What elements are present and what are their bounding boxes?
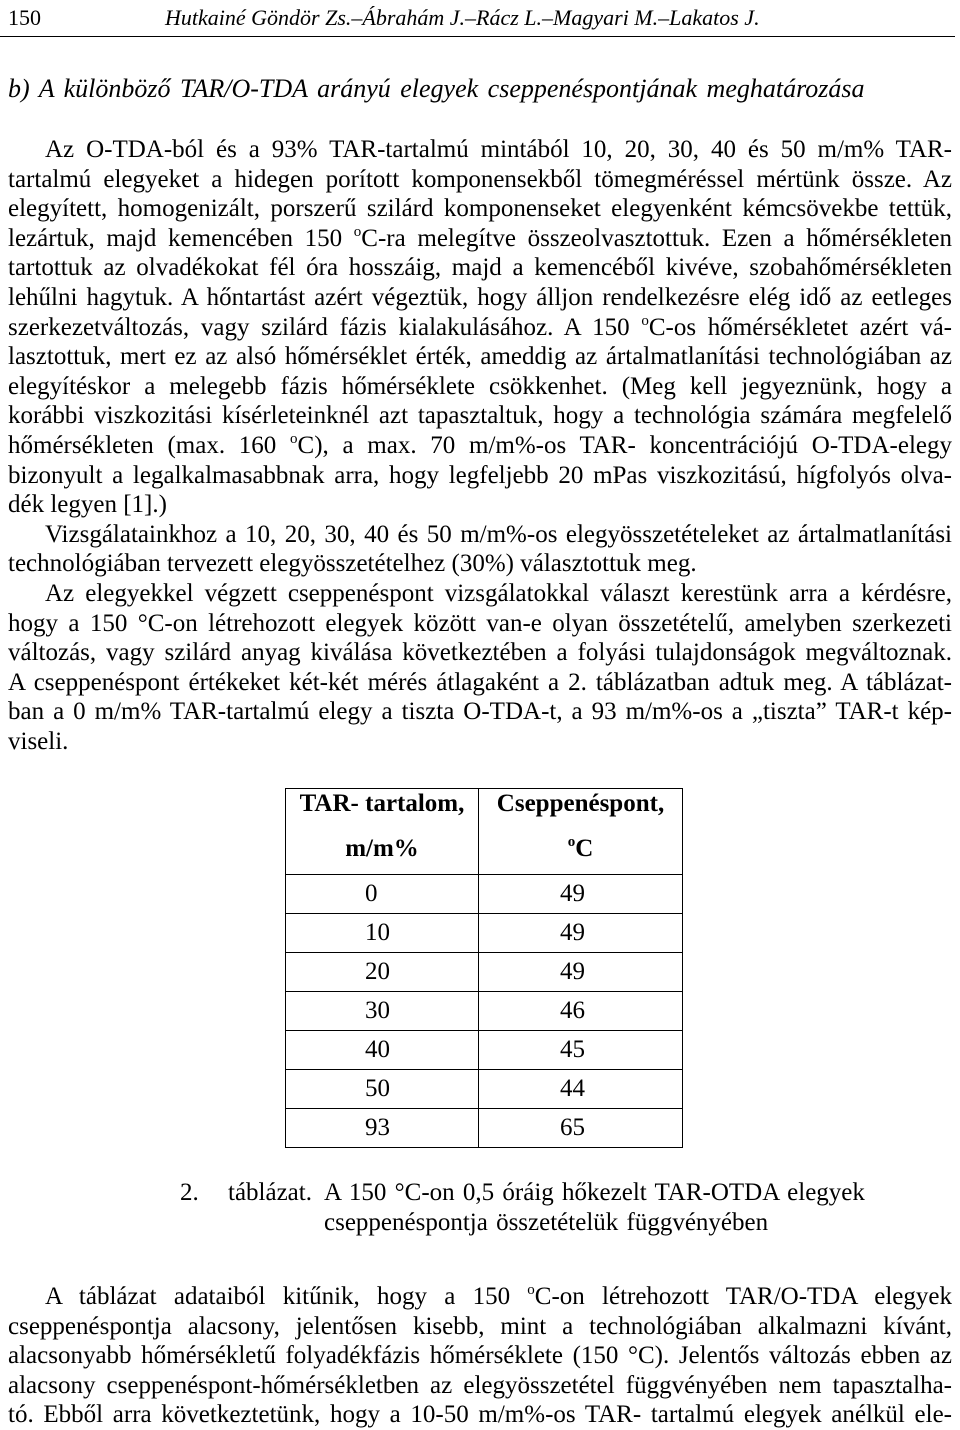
table-cell-dropping-point: 44 bbox=[479, 1070, 683, 1109]
text-line: Vizsgálatainkhoz a 10, 20, 30, 40 és 50 m/m%-os elegyösszetételeket az ártalmatlanítási bbox=[45, 520, 952, 548]
text-line: tó. Ebből arra következtetünk, hogy a 10-50 m/m%-os TAR- tartalmú elegyek anélkül ele- bbox=[8, 1401, 952, 1428]
text-line: lasztottuk, mert ez az alsó hőmérséklet érték, ameddig az ártalmatlanítási technológiában az bbox=[8, 343, 952, 371]
table-header-row bbox=[286, 789, 683, 875]
table-cell-dropping-point: 49 bbox=[479, 953, 683, 992]
text-line: alacsonyabb hőmérsékletű folyadékfázis hőmérséklete (150 °C). Jelentős változás ebben az bbox=[8, 1342, 952, 1369]
text-segment: C-os hőmérsékletet azért vá- bbox=[648, 313, 952, 341]
text-line: Az O-TDA-ból és a 93% TAR-tartalmú mintából 10, 20, 30, 40 és 50 m/m% TAR- bbox=[45, 136, 952, 163]
text-line bbox=[8, 1282, 952, 1312]
degree-superscript: o bbox=[527, 1282, 535, 1298]
table-cell-tar: 40 bbox=[286, 1031, 479, 1070]
table-cell-dropping-point: 46 bbox=[479, 992, 683, 1031]
text-line: dék legyen [1].) bbox=[8, 491, 167, 519]
table-cell-tar: 20 bbox=[286, 953, 479, 992]
text-line: ban a 0 m/m% TAR-tartalmú elegy a tiszta O-TDA-t, a 93 m/m%-os a „tiszta” TAR-t kép- bbox=[8, 698, 952, 726]
text-line: technológiában tervezett elegyösszetételhez (30%) választottuk meg. bbox=[8, 550, 697, 578]
closing-paragraph bbox=[8, 1282, 952, 1430]
body-text bbox=[8, 135, 952, 756]
table-cell-dropping-point: 49 bbox=[479, 875, 683, 914]
table-cell-dropping-point: 45 bbox=[479, 1031, 683, 1070]
text-segment: hőmérsékleten (max. 160 bbox=[8, 431, 291, 459]
header-rule bbox=[0, 36, 955, 37]
table-row bbox=[286, 875, 683, 914]
text-line: Az elegyekkel végzett cseppenéspont vizsgálatokkal választ kerestünk arra a kérdésre, bbox=[45, 579, 952, 607]
text-line: tartottuk az olvadékokat fél óra hosszáig, majd a kemencéből kivéve, szobahőmérsékleten bbox=[8, 254, 952, 282]
table-cell-tar: 0 bbox=[286, 875, 479, 914]
text-segment: A táblázat adataiból kitűnik, hogy a 150 bbox=[45, 1283, 528, 1310]
column-header-dropping-point bbox=[479, 789, 683, 875]
table-cell-dropping-point: 49 bbox=[479, 914, 683, 953]
text-line bbox=[8, 224, 952, 254]
text-line: A cseppenéspont értékeket két-két mérés átlagaként a 2. táblázatban adtuk meg. A táblázat- bbox=[8, 668, 952, 696]
column-header-unit bbox=[479, 834, 682, 864]
unit-text: C bbox=[575, 835, 594, 862]
text-line: viseli. bbox=[8, 727, 69, 755]
text-segment: lezártuk, majd kemencében 150 bbox=[8, 224, 354, 252]
text-line: korábbi viszkozitási kísérleteinknél azt tapasztaltuk, hogy a technológia számára megfelelő bbox=[8, 402, 952, 430]
degree-superscript: o bbox=[641, 312, 649, 329]
degree-superscript: o bbox=[353, 223, 362, 240]
column-header-line: Cseppenéspont, bbox=[496, 790, 665, 817]
table-row bbox=[286, 1070, 683, 1109]
caption-number: 2. bbox=[180, 1179, 199, 1206]
text-line: tartalmú elegyeket a hidegen porított komponensekből tömegméréssel mértünk össze. Az bbox=[8, 165, 952, 193]
table-cell-tar: 93 bbox=[286, 1109, 479, 1148]
table-row bbox=[286, 1109, 683, 1148]
text-line: bizonyult a legalkalmasabbnak arra, hogy legfeljebb 20 mPas viszkozitású, hígfolyós olva- bbox=[8, 461, 952, 489]
paragraph-1 bbox=[8, 135, 952, 520]
table-row bbox=[286, 1031, 683, 1070]
caption-label: táblázat. bbox=[228, 1179, 312, 1206]
text-line: alacsony cseppenéspont-hőmérsékletben az elegyösszetétel függvényében nem tapasztalha- bbox=[8, 1371, 952, 1399]
caption-line: A 150 °C-on 0,5 óráig hőkezelt TAR-OTDA elegyek bbox=[324, 1179, 865, 1206]
section-heading: b) A különböző TAR/O-TDA arányú elegyek cseppenéspontjának meghatározása bbox=[8, 74, 865, 103]
table-caption bbox=[0, 1178, 960, 1238]
table-cell-tar: 50 bbox=[286, 1070, 479, 1109]
table-cell-tar: 30 bbox=[286, 992, 479, 1031]
text-line bbox=[8, 431, 952, 461]
running-header bbox=[0, 3, 960, 33]
text-line: cseppenéspontja alacsony, jelentősen kisebb, mint a technológiában alkalmazni kívánt, bbox=[8, 1312, 952, 1340]
text-line: elegyítéskor a melegebb fázis hőmérséklete csökkenhet. (Meg kell jegyeznünk, hogy a bbox=[8, 372, 952, 400]
table-cell-dropping-point: 65 bbox=[479, 1109, 683, 1148]
caption-text bbox=[324, 1178, 865, 1237]
paragraph-3 bbox=[8, 579, 952, 757]
caption-line: cseppenéspontja összetételük függvényében bbox=[324, 1208, 769, 1236]
text-line bbox=[8, 313, 952, 343]
table-row bbox=[286, 953, 683, 992]
table-cell-tar: 10 bbox=[286, 914, 479, 953]
text-line: változás, vagy szilárd anyag kiválása következtében a folyási tulajdonságok megváltoznak. bbox=[8, 639, 952, 667]
text-segment: C-ra melegítve összeolvasztottuk. Ezen a hőmérsékleten bbox=[361, 224, 953, 252]
column-header-unit: m/m% bbox=[345, 835, 419, 862]
paragraph-2 bbox=[8, 520, 952, 579]
text-segment: szerkezetváltozás, vagy szilárd fázis kialakulásához. A 150 bbox=[8, 313, 642, 341]
running-header-authors: Hutkainé Göndör Zs.–Ábrahám J.–Rácz L.–Magyari M.–Lakatos J. bbox=[165, 5, 760, 30]
table-row bbox=[286, 992, 683, 1031]
text-line: lehűlni hagytuk. A hőntartást azért végeztük, hogy álljon rendelkezésre elég idő az eetleges bbox=[8, 283, 952, 311]
column-header-line: TAR- tartalom, bbox=[299, 790, 465, 817]
page-number: 150 bbox=[8, 5, 41, 30]
table-row bbox=[286, 914, 683, 953]
text-line: hogy a 150 °C-on létrehozott elegyek között van-e olyan összetételű, amelyben szerkezeti bbox=[8, 609, 952, 637]
text-line: elegyített, homogenizált, porszerű szilárd komponenseket elegyenként kémcsövekbe tettük, bbox=[8, 195, 952, 223]
degree-superscript: o bbox=[290, 430, 298, 447]
degree-superscript: o bbox=[567, 834, 576, 850]
column-header-tar-content bbox=[286, 789, 479, 875]
text-segment: C), a max. 70 m/m%-os TAR- koncentrációjú O-TDA-elegy bbox=[297, 431, 952, 459]
dropping-point-table bbox=[285, 788, 683, 1148]
text-segment: C-on létrehozott TAR/O-TDA elegyek bbox=[534, 1283, 952, 1310]
